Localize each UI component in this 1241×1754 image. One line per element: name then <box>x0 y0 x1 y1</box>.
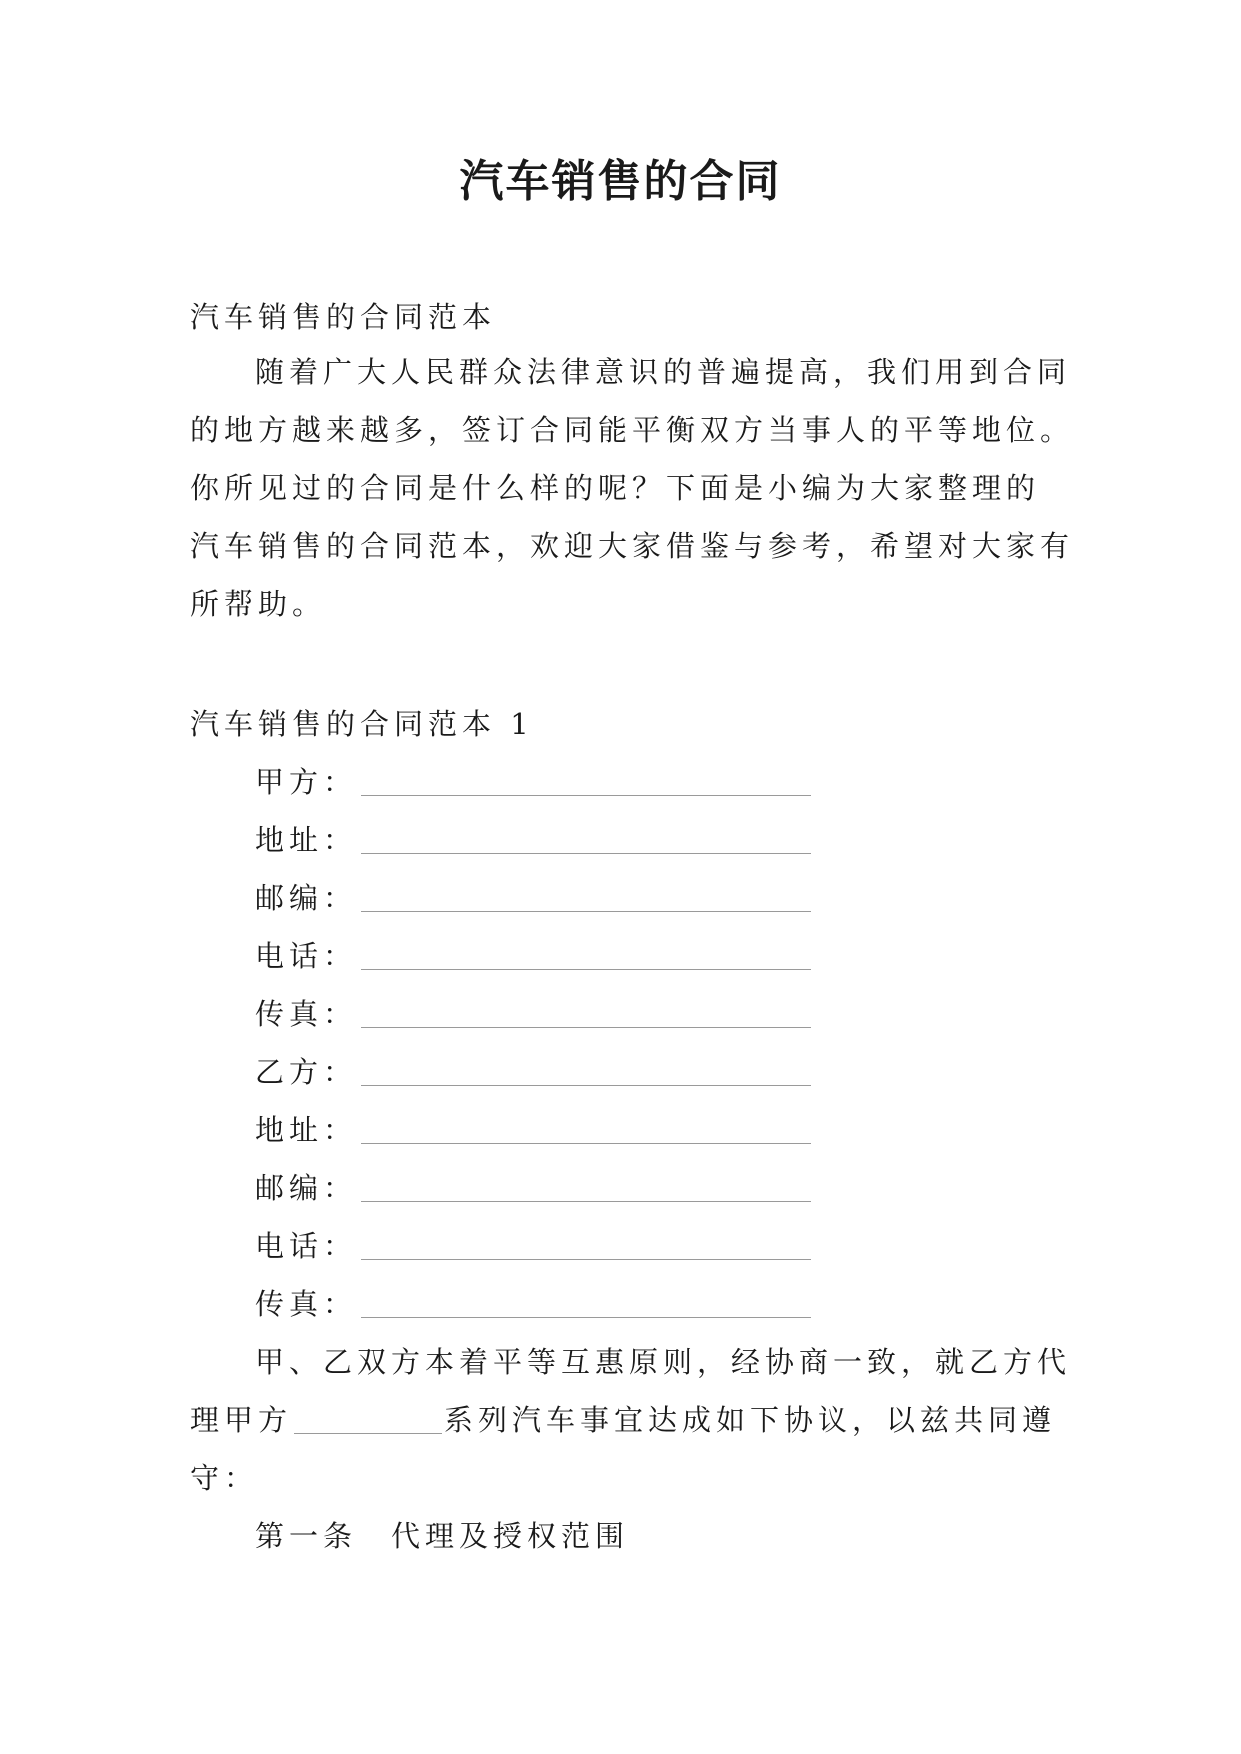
agreement-line-3: 守： <box>190 1461 259 1495</box>
blank-line <box>361 825 811 854</box>
party-field-row <box>255 994 811 1034</box>
party-field-row <box>255 1168 811 1208</box>
blank-line <box>361 883 811 912</box>
document-title: 汽车销售的合同 <box>459 156 782 207</box>
party-field-row <box>255 1284 811 1324</box>
section-title: 汽车销售的合同范本 1 <box>190 707 534 741</box>
agreement-line-2 <box>190 1400 1056 1440</box>
agreement-line-2-after: 系列汽车事宜达成如下协议，以兹共同遵 <box>444 1403 1057 1437</box>
party-field-row <box>255 1110 811 1150</box>
intro-line-2: 的地方越来越多，签订合同能平衡双方当事人的平等地位。 <box>190 413 1075 447</box>
party-field-row <box>255 936 811 976</box>
blank-line <box>361 1173 811 1202</box>
agreement-line-1: 甲、乙双方本着平等互惠原则，经协商一致，就乙方代 <box>255 1345 1072 1379</box>
party-field-row <box>255 820 811 860</box>
blank-line <box>361 1289 811 1318</box>
field-label: 邮编： <box>255 881 358 915</box>
field-label: 传真： <box>255 1287 358 1321</box>
blank-line <box>361 767 811 796</box>
field-label: 乙方： <box>255 1055 358 1089</box>
blank-line <box>361 1115 811 1144</box>
field-label: 甲方： <box>255 765 358 799</box>
document-subtitle: 汽车销售的合同范本 <box>190 300 497 334</box>
blank-line <box>361 941 811 970</box>
article-heading: 第一条 代理及授权范围 <box>255 1519 630 1553</box>
field-label: 地址： <box>255 1113 358 1147</box>
party-field-row <box>255 1052 811 1092</box>
field-label: 电话： <box>255 939 358 973</box>
blank-line <box>361 999 811 1028</box>
field-label: 传真： <box>255 997 358 1031</box>
field-label: 电话： <box>255 1229 358 1263</box>
intro-line-1: 随着广大人民群众法律意识的普遍提高，我们用到合同 <box>255 355 1072 389</box>
blank-line <box>361 1231 811 1260</box>
party-field-row <box>255 762 811 802</box>
party-field-row <box>255 1226 811 1266</box>
blank-line <box>361 1057 811 1086</box>
blank-line <box>294 1405 442 1434</box>
intro-line-3: 你所见过的合同是什么样的呢？下面是小编为大家整理的 <box>190 471 1041 505</box>
party-field-row <box>255 878 811 918</box>
agreement-line-2-before: 理甲方 <box>190 1403 293 1437</box>
field-label: 邮编： <box>255 1171 358 1205</box>
intro-line-4: 汽车销售的合同范本，欢迎大家借鉴与参考，希望对大家有 <box>190 529 1075 563</box>
intro-line-5: 所帮助。 <box>190 587 327 621</box>
field-label: 地址： <box>255 823 358 857</box>
